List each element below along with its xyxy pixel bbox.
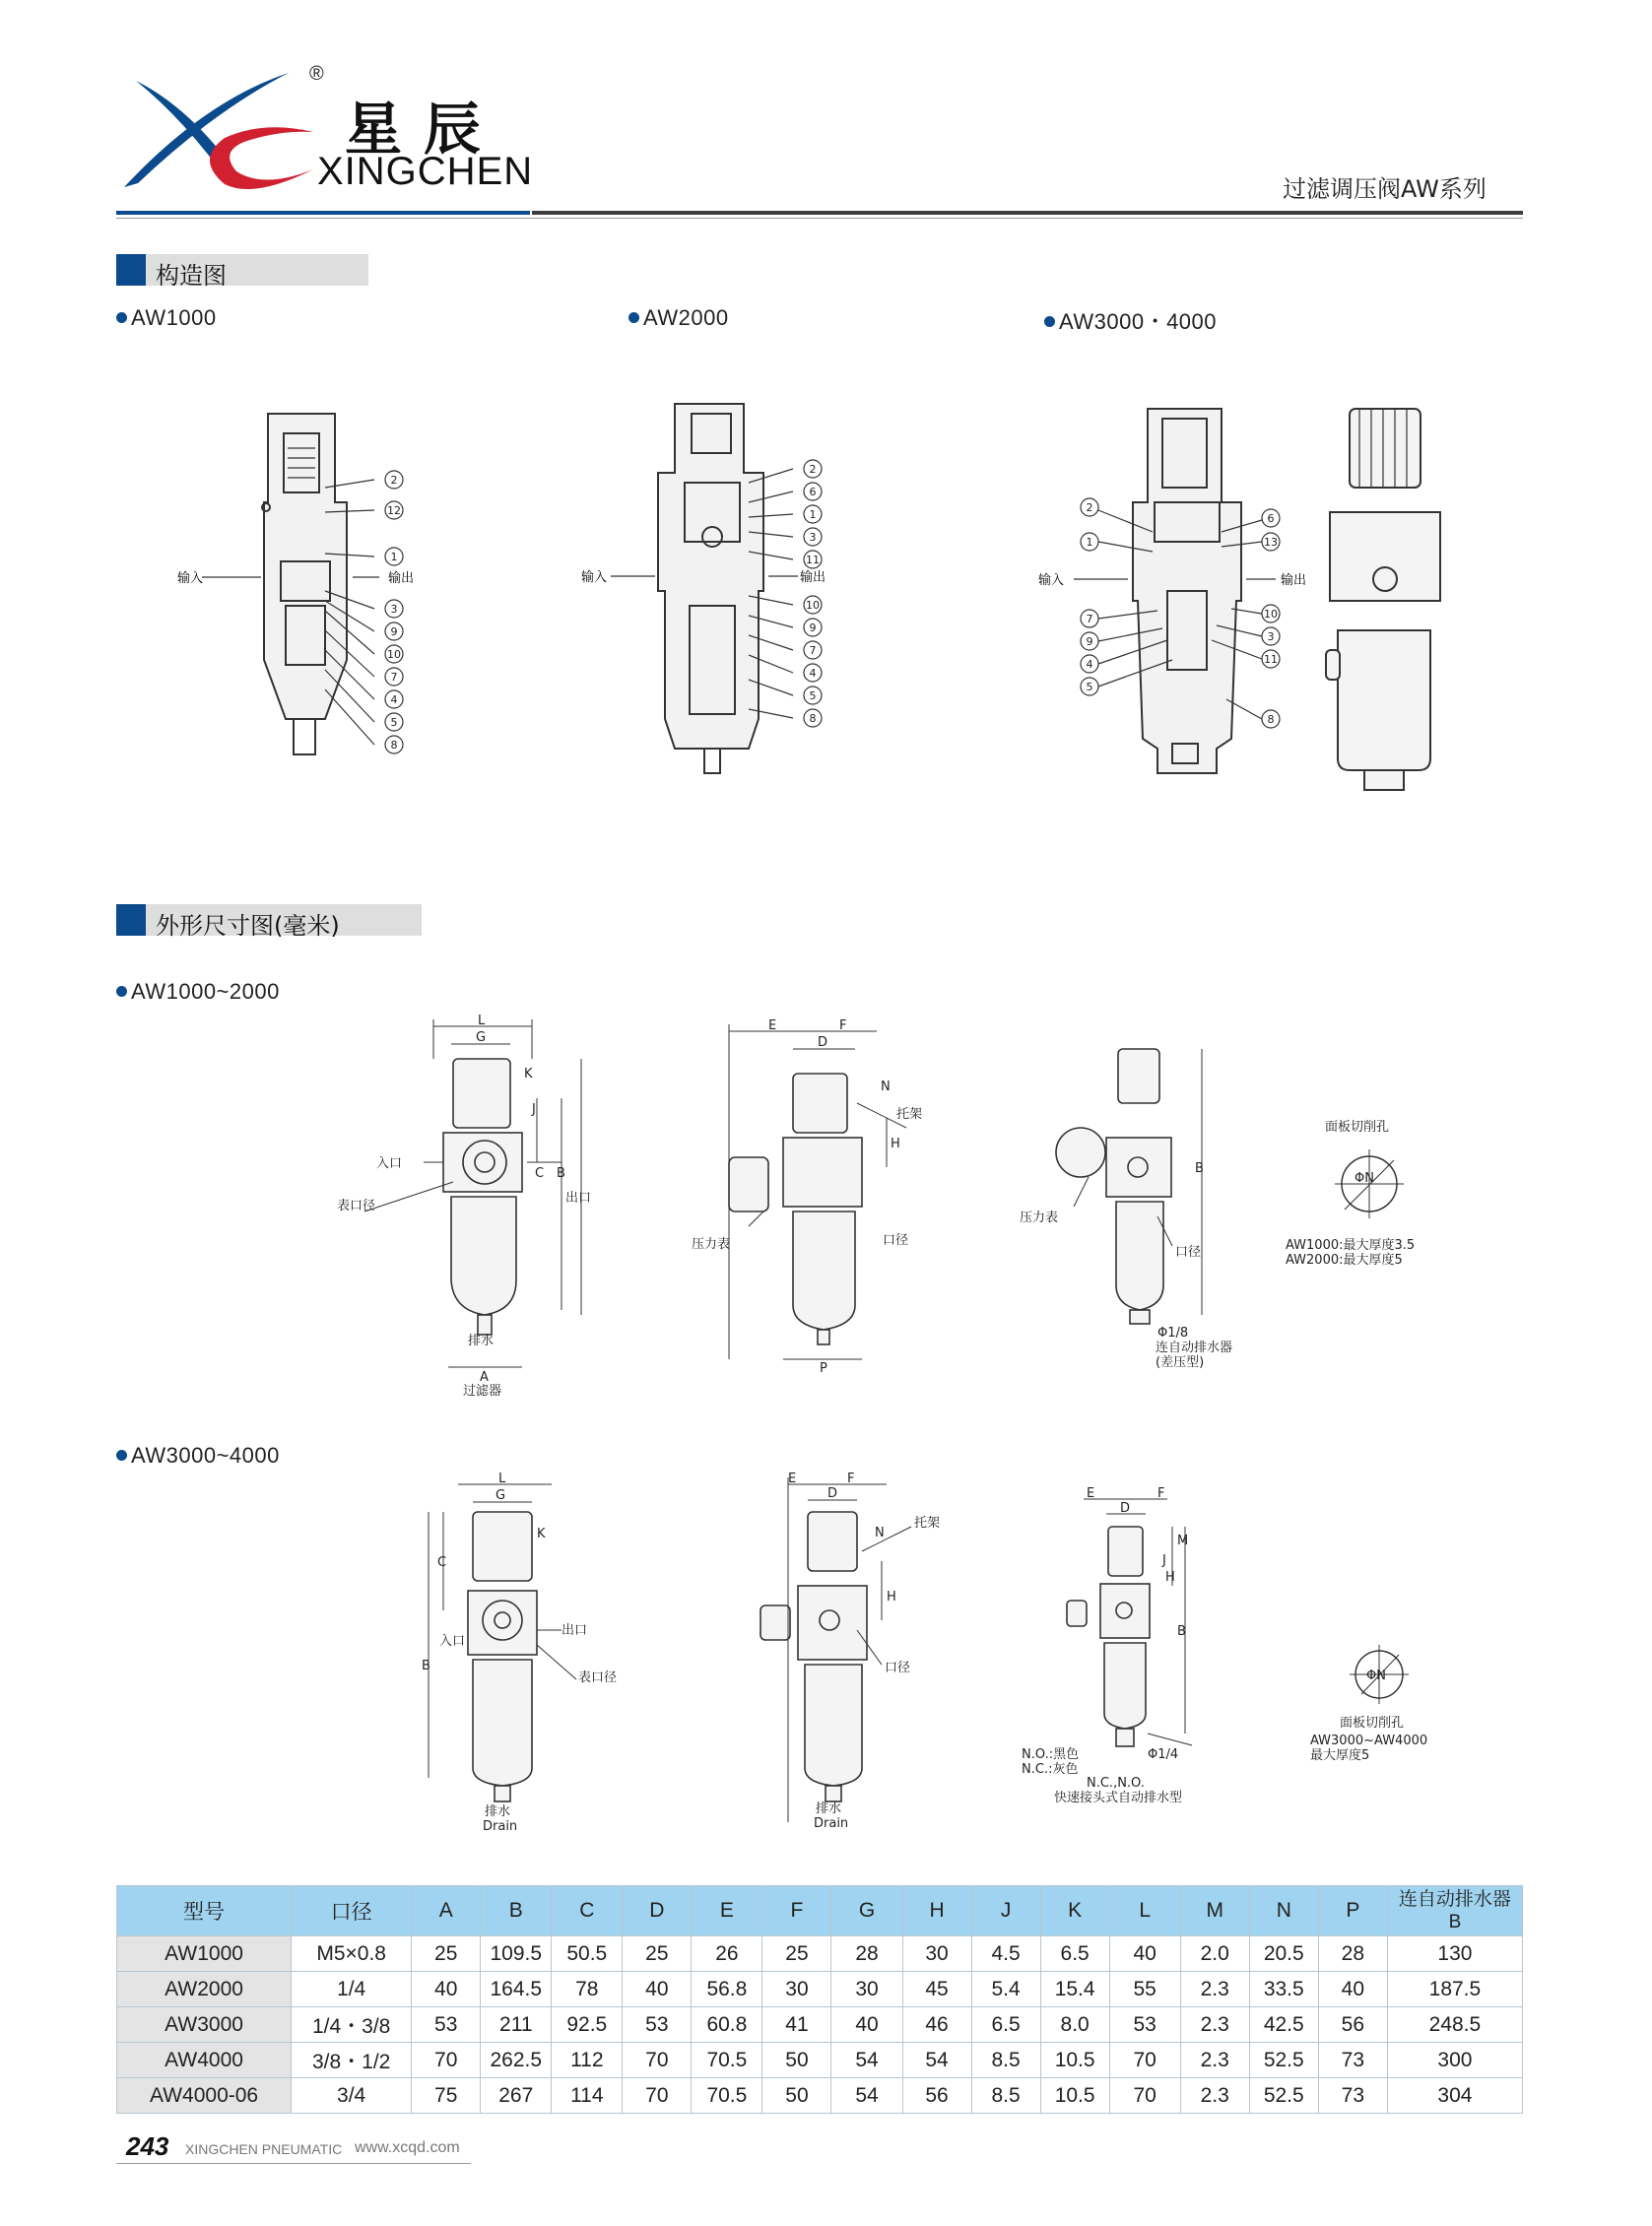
table-cell: 45 xyxy=(902,1972,971,2007)
dim-label: K xyxy=(537,1527,546,1541)
drain-en-label: Drain xyxy=(814,1816,849,1831)
phi-label: Φ1/4 xyxy=(1148,1747,1179,1762)
table-row xyxy=(117,2043,1523,2078)
series-title: 过滤调压阀AW系列 xyxy=(1283,175,1487,203)
dim-label: B xyxy=(1177,1624,1186,1639)
header-rule-dark xyxy=(532,211,1523,215)
table-cell: 54 xyxy=(902,2043,971,2078)
callout-number: 7 xyxy=(809,644,817,657)
dim-label: J xyxy=(532,1102,536,1117)
dim-label: E xyxy=(768,1018,777,1033)
outlet-label: 输出 xyxy=(800,570,826,585)
drain-label: 排水 xyxy=(816,1801,842,1816)
table-cell: 25 xyxy=(412,1936,481,1972)
bullet-icon xyxy=(1044,316,1055,327)
callout-number: 5 xyxy=(1086,681,1093,693)
table-cell: 78 xyxy=(552,1972,623,2007)
section-title: 外形尺寸图(毫米) xyxy=(156,912,340,940)
spec-table xyxy=(116,1885,1523,2114)
table-cell: 40 xyxy=(831,2007,902,2043)
inlet-label: 输入 xyxy=(581,570,608,585)
page-number: 243 xyxy=(126,2131,169,2161)
dim-label: E xyxy=(788,1472,797,1486)
port-label: 口径 xyxy=(883,1233,909,1248)
dim-label: D xyxy=(818,1035,828,1050)
external-view-aw3000 xyxy=(1320,404,1448,798)
table-cell: 30 xyxy=(902,1936,971,1972)
table-cell: 54 xyxy=(831,2078,902,2114)
dim-label: L xyxy=(498,1472,506,1486)
model-cell: AW1000 xyxy=(117,1936,292,1972)
bracket-label: 托架 xyxy=(914,1516,941,1531)
port-label: 口径 xyxy=(1175,1245,1202,1260)
dim-label: G xyxy=(496,1488,506,1503)
dim-label: N xyxy=(881,1080,891,1094)
callout-number: 1 xyxy=(390,551,398,563)
callout-number: 1 xyxy=(809,508,817,521)
ncno-label: N.C.,N.O. xyxy=(1087,1776,1145,1791)
table-cell: 109.5 xyxy=(481,1936,552,1972)
table-cell: 25 xyxy=(762,1936,831,1972)
column-header: N xyxy=(1249,1886,1318,1936)
table-cell: 56 xyxy=(1318,2007,1387,2043)
table-cell: 73 xyxy=(1318,2043,1387,2078)
nc-color-label: N.C.:灰色 xyxy=(1022,1762,1079,1777)
outlet-label: 输出 xyxy=(1281,573,1307,588)
table-cell: 211 xyxy=(481,2007,552,2043)
callout-number: 10 xyxy=(1264,608,1278,621)
table-cell: 2.3 xyxy=(1180,2043,1249,2078)
column-header: J xyxy=(971,1886,1040,1936)
callout-number: 4 xyxy=(809,667,817,680)
table-cell: 8.0 xyxy=(1040,2007,1109,2043)
bullet-icon xyxy=(116,312,127,323)
dim-label: H xyxy=(887,1590,896,1604)
callout-number: 9 xyxy=(390,625,398,638)
section-heading-structure xyxy=(116,254,368,290)
callout-number: 3 xyxy=(1267,630,1275,643)
table-cell: 15.4 xyxy=(1040,1972,1109,2007)
callout-number: 11 xyxy=(806,554,820,566)
port-label: 口径 xyxy=(885,1661,911,1675)
table-cell: 262.5 xyxy=(481,2043,552,2078)
diff-type-label: (差压型) xyxy=(1156,1355,1205,1370)
table-cell: 267 xyxy=(481,2078,552,2114)
table-cell: 130 xyxy=(1387,1936,1522,1972)
footer-rule xyxy=(116,2163,471,2164)
section-title: 构造图 xyxy=(156,262,227,290)
table-cell: 70 xyxy=(412,2043,481,2078)
table-cell: 2.0 xyxy=(1180,1936,1249,1972)
brand-logo xyxy=(116,61,550,209)
footer xyxy=(116,2128,510,2167)
table-cell: 28 xyxy=(831,1936,902,1972)
callout-number: 3 xyxy=(809,531,817,544)
table-cell: 40 xyxy=(1109,1936,1180,1972)
bullet-icon xyxy=(116,986,127,997)
bracket-label: 托架 xyxy=(896,1107,923,1122)
column-header: 型号 xyxy=(117,1886,292,1936)
dim-drawing-front-aw3000-4000 xyxy=(414,1473,640,1837)
table-cell: 50 xyxy=(762,2043,831,2078)
table-cell: 42.5 xyxy=(1249,2007,1318,2043)
callout-number: 1 xyxy=(1086,536,1093,549)
table-row xyxy=(117,1972,1523,2007)
table-cell: 40 xyxy=(1318,1972,1387,2007)
model-cell: AW3000 xyxy=(117,2007,292,2043)
table-cell: 50.5 xyxy=(552,1936,623,1972)
dim-label: J xyxy=(1162,1553,1166,1568)
table-cell: 8.5 xyxy=(971,2043,1040,2078)
panel-note: AW1000:最大厚度3.5 xyxy=(1286,1238,1416,1253)
callout-number: 4 xyxy=(390,693,398,706)
table-cell: 304 xyxy=(1387,2078,1522,2114)
table-cell: 1/4 xyxy=(292,1972,412,2007)
phi-n-label: ΦN xyxy=(1366,1669,1386,1683)
callout-number: 2 xyxy=(809,463,817,476)
table-cell: 112 xyxy=(552,2043,623,2078)
table-cell: 1/4・3/8 xyxy=(292,2007,412,2043)
column-header: B xyxy=(481,1886,552,1936)
table-cell: 248.5 xyxy=(1387,2007,1522,2043)
table-cell: 53 xyxy=(1109,2007,1180,2043)
column-header: H xyxy=(902,1886,971,1936)
panel-note: AW3000~AW4000 xyxy=(1310,1734,1428,1748)
phi-n-label: ΦN xyxy=(1355,1171,1374,1186)
table-row xyxy=(117,2007,1523,2043)
callout-number: 11 xyxy=(1264,653,1278,666)
no-color-label: N.O.:黑色 xyxy=(1022,1747,1080,1762)
dim-label: C xyxy=(437,1555,447,1570)
filter-label: 过滤器 xyxy=(463,1384,502,1399)
section-heading-dimensions xyxy=(116,904,422,940)
model-label-aw3000-4000: AW3000・4000 xyxy=(1044,305,1217,336)
table-cell: 2.3 xyxy=(1180,2078,1249,2114)
dim-label: N xyxy=(875,1526,885,1540)
table-cell: 41 xyxy=(762,2007,831,2043)
footer-company: XINGCHEN PNEUMATIC xyxy=(185,2141,343,2157)
callout-number: 8 xyxy=(809,712,817,725)
table-cell: 70 xyxy=(623,2078,692,2114)
table-cell: 55 xyxy=(1109,1972,1180,2007)
inlet-label: 输入 xyxy=(1038,573,1065,588)
table-cell: 70.5 xyxy=(692,2043,762,2078)
table-cell: 25 xyxy=(623,1936,692,1972)
table-cell: 56 xyxy=(902,2078,971,2114)
gauge-label: 压力表 xyxy=(1020,1211,1059,1225)
structure-drawing-aw2000 xyxy=(581,394,857,788)
callout-number: 7 xyxy=(1086,613,1093,625)
column-header: K xyxy=(1040,1886,1109,1936)
dim-label: K xyxy=(524,1067,533,1081)
callout-number: 10 xyxy=(806,599,820,612)
panel-note: AW2000:最大厚度5 xyxy=(1286,1253,1403,1268)
dim-label: E xyxy=(1087,1486,1095,1501)
table-cell: 8.5 xyxy=(971,2078,1040,2114)
table-cell: 40 xyxy=(623,1972,692,2007)
dim-label: F xyxy=(839,1018,847,1033)
callout-number: 5 xyxy=(809,689,817,702)
table-row xyxy=(117,2078,1523,2114)
column-header: 口径 xyxy=(292,1886,412,1936)
table-cell: 6.5 xyxy=(971,2007,1040,2043)
panel-title: 面板切削孔 xyxy=(1325,1120,1390,1135)
table-cell: 54 xyxy=(831,2043,902,2078)
callout-number: 9 xyxy=(809,622,817,634)
table-cell: 33.5 xyxy=(1249,1972,1318,2007)
registered-mark: ® xyxy=(309,63,324,85)
callout-number: 3 xyxy=(390,603,398,616)
column-header: F xyxy=(762,1886,831,1936)
dim-label: F xyxy=(1157,1486,1165,1501)
gauge-label: 压力表 xyxy=(692,1237,731,1252)
table-cell: 3/8・1/2 xyxy=(292,2043,412,2078)
panel-note: 最大厚度5 xyxy=(1310,1748,1370,1763)
table-cell: 300 xyxy=(1387,2043,1522,2078)
column-header: E xyxy=(692,1886,762,1936)
table-cell: 4.5 xyxy=(971,1936,1040,1972)
gauge-port-label: 表口径 xyxy=(578,1670,618,1685)
column-header: C xyxy=(552,1886,623,1936)
dim-drawing-side-aw1000-2000 xyxy=(690,1019,956,1374)
table-cell: 187.5 xyxy=(1387,1972,1522,2007)
inlet-label: 输入 xyxy=(177,571,204,586)
dim-label: G xyxy=(476,1030,487,1045)
table-cell: 30 xyxy=(831,1972,902,2007)
column-header: L xyxy=(1109,1886,1180,1936)
footer-website: www.xcqd.com xyxy=(355,2139,460,2156)
column-header-auto-drain: 连自动排水器 B xyxy=(1387,1886,1522,1936)
table-cell: 52.5 xyxy=(1249,2043,1318,2078)
column-header: A xyxy=(412,1886,481,1936)
table-cell: 75 xyxy=(412,2078,481,2114)
brand-name-cn: 星辰 xyxy=(345,96,503,163)
dim-label: D xyxy=(827,1486,838,1501)
model-label-aw1000: AW1000 xyxy=(116,305,217,331)
dim-label: F xyxy=(847,1472,855,1486)
table-cell: 60.8 xyxy=(692,2007,762,2043)
gauge-port-label: 表口径 xyxy=(337,1199,376,1213)
dim-label: L xyxy=(478,1014,486,1028)
table-cell: 52.5 xyxy=(1249,2078,1318,2114)
dim-label: B xyxy=(557,1166,565,1181)
callout-number: 12 xyxy=(387,504,401,517)
model-label-aw3000-4000-dims: AW3000~4000 xyxy=(116,1443,280,1469)
table-cell: 114 xyxy=(552,2078,623,2114)
column-header: M xyxy=(1180,1886,1249,1936)
table-cell: 46 xyxy=(902,2007,971,2043)
callout-number: 9 xyxy=(1086,635,1093,648)
outlet-label: 出口 xyxy=(565,1191,592,1206)
drain-label: 排水 xyxy=(468,1334,495,1348)
column-header: D xyxy=(623,1886,692,1936)
outlet-label: 输出 xyxy=(388,571,415,586)
model-cell: AW4000-06 xyxy=(117,2078,292,2114)
table-cell: 70 xyxy=(623,2043,692,2078)
table-cell: 10.5 xyxy=(1040,2078,1109,2114)
section-marker xyxy=(116,254,146,286)
table-header-row xyxy=(117,1886,1523,1936)
column-header: P xyxy=(1318,1886,1387,1936)
callout-number: 2 xyxy=(390,474,398,487)
structure-drawing-aw3000-section xyxy=(1034,394,1307,808)
table-cell: 50 xyxy=(762,2078,831,2114)
drain-en-label: Drain xyxy=(483,1819,518,1834)
table-cell: 2.3 xyxy=(1180,2007,1249,2043)
table-row xyxy=(117,1936,1523,1972)
table-cell: 30 xyxy=(762,1972,831,2007)
callout-number: 6 xyxy=(809,486,817,498)
bullet-icon xyxy=(116,1450,127,1461)
dim-label: B xyxy=(1195,1161,1204,1176)
dim-label: C xyxy=(535,1166,545,1181)
table-cell: 2.3 xyxy=(1180,1972,1249,2007)
table-cell: 10.5 xyxy=(1040,2043,1109,2078)
dim-label: B xyxy=(422,1659,430,1673)
dim-drawing-auto-aw3000-4000 xyxy=(1020,1487,1246,1812)
callout-number: 13 xyxy=(1264,536,1278,549)
panel-cutout-aw3000-4000 xyxy=(1310,1640,1478,1778)
dim-label: P xyxy=(820,1361,827,1376)
table-cell: 28 xyxy=(1318,1936,1387,1972)
table-cell: 40 xyxy=(412,1972,481,2007)
inlet-label: 入口 xyxy=(376,1156,403,1171)
drain-label: 排水 xyxy=(485,1804,511,1819)
callout-number: 7 xyxy=(390,671,398,684)
structure-drawing-aw1000 xyxy=(177,394,433,788)
callout-number: 8 xyxy=(390,739,398,752)
panel-cutout-aw1000-2000 xyxy=(1286,1113,1473,1280)
outlet-label: 出口 xyxy=(562,1623,588,1638)
dim-label: H xyxy=(1165,1570,1175,1585)
table-cell: M5×0.8 xyxy=(292,1936,412,1972)
table-cell: 92.5 xyxy=(552,2007,623,2043)
dim-label: M xyxy=(1177,1534,1189,1548)
dim-label: A xyxy=(480,1370,489,1385)
dim-label: D xyxy=(1120,1501,1131,1516)
table-cell: 3/4 xyxy=(292,2078,412,2114)
brand-name-en: XINGCHEN xyxy=(317,150,534,193)
table-cell: 53 xyxy=(412,2007,481,2043)
bullet-icon xyxy=(628,312,639,323)
phi-label: Φ1/8 xyxy=(1157,1326,1189,1341)
callout-number: 4 xyxy=(1086,658,1093,671)
inlet-label: 入口 xyxy=(439,1634,466,1649)
panel-title: 面板切削孔 xyxy=(1340,1716,1405,1731)
callout-number: 6 xyxy=(1267,512,1275,525)
xingchen-logo-icon xyxy=(116,61,323,199)
table-cell: 70 xyxy=(1109,2078,1180,2114)
table-cell: 26 xyxy=(692,1936,762,1972)
table-cell: 70 xyxy=(1109,2043,1180,2078)
auto-drain-label: 连自动排水器 xyxy=(1156,1341,1233,1355)
callout-number: 5 xyxy=(390,716,398,729)
dim-drawing-auto-aw1000-2000 xyxy=(1020,1039,1266,1374)
table-cell: 5.4 xyxy=(971,1972,1040,2007)
dim-drawing-front-aw1000-2000 xyxy=(335,1015,611,1399)
table-cell: 70.5 xyxy=(692,2078,762,2114)
model-cell: AW4000 xyxy=(117,2043,292,2078)
callout-number: 2 xyxy=(1086,501,1093,514)
header-rule-thin xyxy=(116,218,1523,219)
quick-drain-label: 快速接头式自动排水型 xyxy=(1054,1791,1183,1805)
table-cell: 73 xyxy=(1318,2078,1387,2114)
table-cell: 164.5 xyxy=(481,1972,552,2007)
table-cell: 56.8 xyxy=(692,1972,762,2007)
section-marker xyxy=(116,904,146,936)
table-cell: 53 xyxy=(623,2007,692,2043)
dim-drawing-side-aw3000-4000 xyxy=(749,1473,985,1837)
model-label-aw1000-2000: AW1000~2000 xyxy=(116,979,280,1005)
table-cell: 6.5 xyxy=(1040,1936,1109,1972)
header-rule-blue xyxy=(116,211,530,215)
model-label-aw2000: AW2000 xyxy=(628,305,729,331)
model-cell: AW2000 xyxy=(117,1972,292,2007)
table-cell: 20.5 xyxy=(1249,1936,1318,1972)
dim-label: H xyxy=(891,1137,900,1151)
callout-number: 8 xyxy=(1267,713,1275,726)
column-header: G xyxy=(831,1886,902,1936)
callout-number: 10 xyxy=(387,648,401,661)
